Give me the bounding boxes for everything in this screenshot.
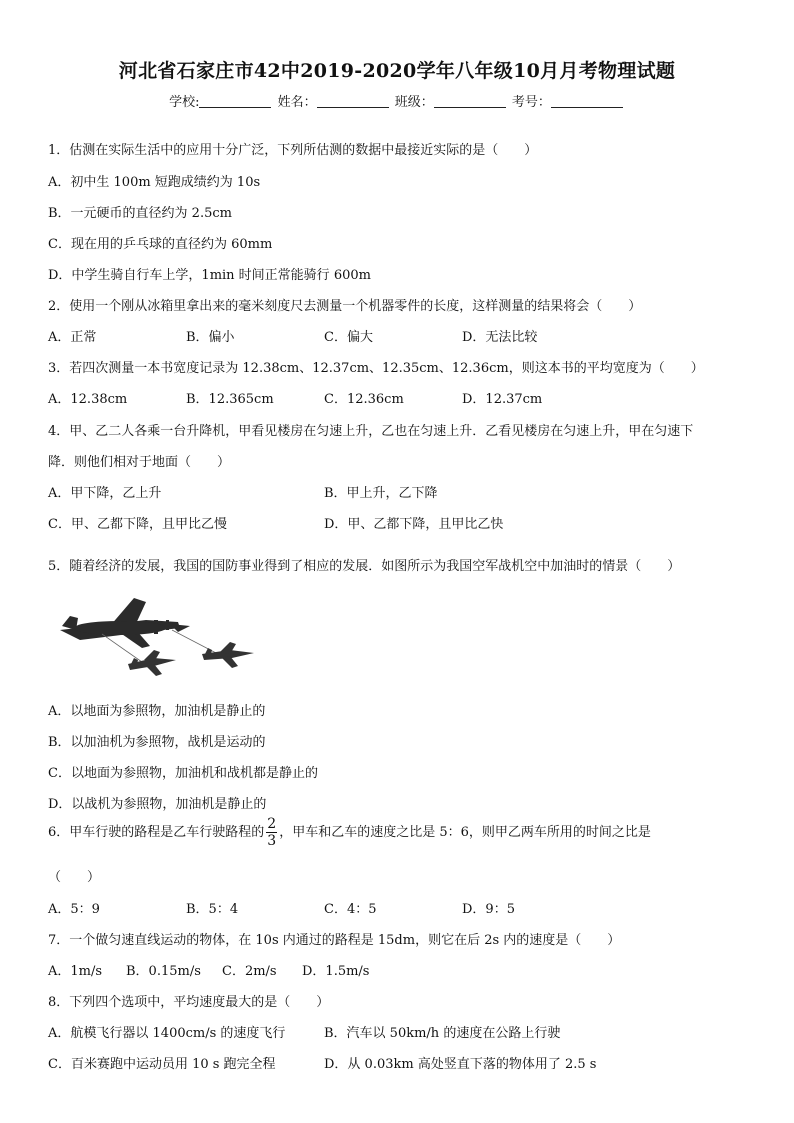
question-7-stem: 7．一个做匀速直线运动的物体，在 10s 内通过的路程是 15dm，则它在后 2s 内的速度是（ ） — [48, 933, 621, 948]
question-4-stem: 4．甲、乙二人各乘一台升降机，甲看见楼房在匀速上升，乙也在匀速上升．乙看见楼房在匀速上升，甲在匀速下 — [48, 424, 694, 439]
question-7-option-a: A．1m/s — [48, 964, 103, 979]
fighter-jet-left-icon — [128, 650, 176, 676]
school-label: 学校: — [169, 95, 200, 110]
question-2-option-a: A．正常 — [48, 330, 97, 345]
question-1-option-d: D．中学生骑自行车上学，1min 时间正常能骑行 600m — [48, 268, 371, 283]
name-blank — [317, 95, 389, 108]
page-title: 河北省石家庄市42中2019-2020学年八年级10月月考物理试题 — [118, 60, 676, 82]
school-blank — [199, 95, 271, 108]
question-2-stem: 2．使用一个刚从冰箱里拿出来的毫米刻度尺去测量一个机器零件的长度，这样测量的结果将会（ ） — [48, 299, 642, 314]
question-3-option-c: C．12.36cm — [324, 392, 404, 407]
question-5-option-b: B．以加油机为参照物，战机是运动的 — [48, 735, 266, 750]
fighter-jet-right-icon — [202, 642, 254, 668]
question-5-option-c: C．以地面为参照物，加油机和战机都是静止的 — [48, 766, 318, 781]
question-7-option-b: B．0.15m/s — [126, 964, 201, 979]
exam-number-blank — [551, 95, 623, 108]
question-5-option-d: D．以战机为参照物，加油机是静止的 — [48, 797, 267, 812]
question-6-stem-part-b: ，甲车和乙车的速度之比是 5：6，则甲乙两车所用的时间之比是 — [279, 825, 651, 840]
question-8-option-c: C．百米赛跑中运动员用 10 s 跑完全程 — [48, 1057, 276, 1072]
question-5-option-a: A．以地面为参照物，加油机是静止的 — [48, 704, 266, 719]
question-4-stem-continued: 降．则他们相对于地面（ ） — [48, 455, 231, 470]
question-8-option-d: D．从 0.03km 高处竖直下落的物体用了 2.5 s — [324, 1057, 597, 1072]
question-1-option-b: B．一元硬币的直径约为 2.5cm — [48, 206, 232, 221]
fraction-denominator: 3 — [267, 833, 277, 849]
question-4-option-d: D．甲、乙都下降，且甲比乙快 — [324, 517, 504, 532]
question-8-option-b: B．汽车以 50km/h 的速度在公路上行驶 — [324, 1026, 561, 1041]
question-8-option-a: A．航模飞行器以 1400cm/s 的速度飞行 — [48, 1026, 286, 1041]
question-6-option-c: C．4：5 — [324, 902, 377, 917]
question-7-option-c: C．2m/s — [222, 964, 277, 979]
student-info-row — [0, 91, 794, 110]
question-7-option-d: D．1.5m/s — [302, 964, 370, 979]
question-6-option-b: B．5：4 — [186, 902, 239, 917]
question-6-stem — [48, 816, 651, 849]
question-6-option-d: D．9：5 — [462, 902, 515, 917]
class-blank — [434, 95, 506, 108]
question-1-option-c: C．现在用的乒乓球的直径约为 60mm — [48, 237, 273, 252]
question-1-stem: 1．估测在实际生活中的应用十分广泛，下列所估测的数据中最接近实际的是（ ） — [48, 143, 538, 158]
question-8-stem: 8．下列四个选项中，平均速度最大的是（ ） — [48, 995, 330, 1010]
aerial-refueling-illustration — [50, 596, 280, 680]
fraction-two-thirds — [266, 816, 277, 849]
question-3-stem: 3．若四次测量一本书宽度记录为 12.38cm、12.37cm、12.35cm、12.36cm，则这本书的平均宽度为（ ） — [48, 361, 704, 376]
question-4-option-a: A．甲下降，乙上升 — [48, 486, 162, 501]
question-4-option-c: C．甲、乙都下降，且甲比乙慢 — [48, 517, 227, 532]
question-1-option-a: A．初中生 100m 短跑成绩约为 10s — [48, 175, 261, 190]
question-2-option-d: D．无法比较 — [462, 330, 538, 345]
question-3-option-a: A．12.38cm — [48, 392, 128, 407]
question-2-option-b: B．偏小 — [186, 330, 235, 345]
question-6-stem-continued: （ ） — [48, 870, 101, 885]
class-label: 班级： — [394, 95, 434, 110]
question-6-stem-part-a: 6．甲车行驶的路程是乙车行驶路程的 — [48, 825, 265, 840]
name-label: 姓名： — [277, 95, 317, 110]
exam-number-label: 考号： — [511, 95, 551, 110]
fraction-numerator: 2 — [267, 816, 277, 832]
question-4-option-b: B．甲上升，乙下降 — [324, 486, 438, 501]
tanker-plane-icon — [60, 598, 190, 648]
question-6-option-a: A．5：9 — [48, 902, 100, 917]
question-3-option-d: D．12.37cm — [462, 392, 543, 407]
question-2-option-c: C．偏大 — [324, 330, 373, 345]
question-3-option-b: B．12.365cm — [186, 392, 274, 407]
question-5-stem: 5．随着经济的发展，我国的国防事业得到了相应的发展．如图所示为我国空军战机空中加油时的情景（ ） — [48, 559, 681, 574]
